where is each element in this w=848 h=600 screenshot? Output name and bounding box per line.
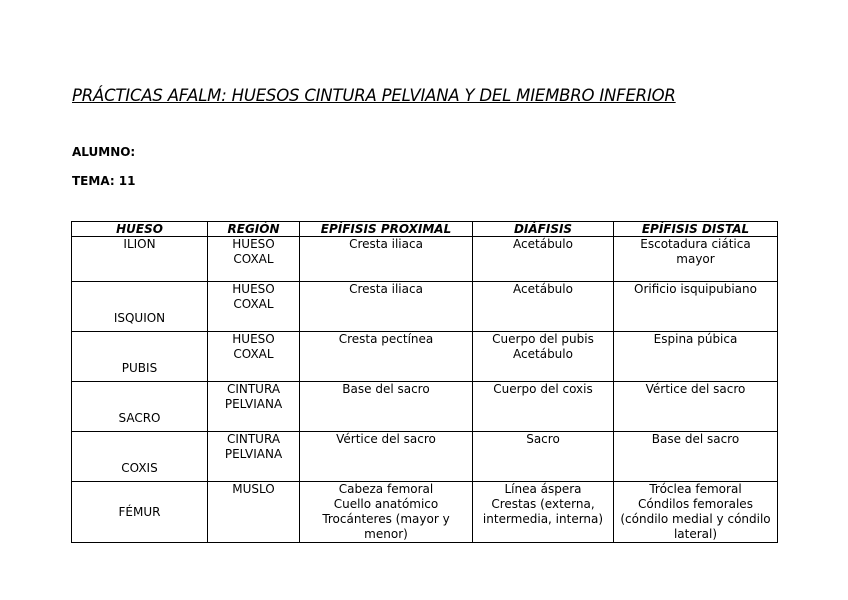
- cell-text-line: (cóndilo medial y cóndilo: [620, 512, 771, 526]
- cell-text-line: Orificio isquipubiano: [634, 282, 757, 296]
- cell-text-line: PELVIANA: [224, 447, 283, 461]
- cell-text-line: Crestas (externa,: [491, 497, 595, 511]
- cell-text-line: Línea áspera: [504, 482, 582, 496]
- proximal-epiphysis-cell: [300, 482, 473, 543]
- bone-name-cell: PUBIS: [72, 332, 208, 382]
- header-hueso: HUESO: [72, 222, 208, 237]
- proximal-epiphysis-cell: [300, 282, 473, 332]
- diaphysis-cell: [473, 237, 614, 282]
- cell-text-line: mayor: [676, 252, 715, 266]
- cell-text-line: intermedia, interna): [482, 512, 604, 526]
- cell-text-line: Sacro: [526, 432, 560, 446]
- diaphysis-cell: [473, 332, 614, 382]
- cell-text-line: Espina púbica: [653, 332, 738, 346]
- cell-text-line: Vértice del sacro: [336, 432, 436, 446]
- table-row: [72, 482, 778, 543]
- distal-epiphysis-cell: [614, 237, 778, 282]
- table-row: [72, 382, 778, 432]
- diaphysis-cell: [473, 382, 614, 432]
- bone-name-cell: FÉMUR: [72, 482, 208, 543]
- bone-name-cell: COXIS: [72, 432, 208, 482]
- cell-text-line: Cresta iliaca: [349, 282, 423, 296]
- distal-epiphysis-cell: [614, 432, 778, 482]
- region-cell: [208, 282, 300, 332]
- cell-text-line: Cuerpo del pubis: [492, 332, 594, 346]
- cell-text-line: HUESO: [232, 332, 275, 346]
- cell-text-line: Escotadura ciática: [640, 237, 751, 251]
- cell-text-line: Acetábulo: [513, 237, 573, 251]
- student-label: ALUMNO:: [72, 145, 136, 159]
- cell-text-line: Tróclea femoral: [649, 482, 742, 496]
- distal-epiphysis-cell: [614, 482, 778, 543]
- cell-text-line: Cresta pectínea: [338, 332, 434, 346]
- topic-label: TEMA: 11: [72, 174, 136, 188]
- distal-epiphysis-cell: [614, 282, 778, 332]
- header-distal-epiphysis: EPÍFISIS DISTAL: [614, 222, 778, 237]
- cell-text-line: CINTURA: [226, 382, 281, 396]
- table-row: [72, 282, 778, 332]
- cell-text-line: CINTURA: [226, 432, 281, 446]
- diaphysis-cell: [473, 482, 614, 543]
- proximal-epiphysis-cell: [300, 237, 473, 282]
- header-diaphysis: DIÁFISIS: [473, 222, 614, 237]
- header-region: REGIÓN: [208, 222, 300, 237]
- cell-text-line: lateral): [673, 527, 718, 541]
- bones-table: [71, 221, 778, 543]
- region-cell: [208, 237, 300, 282]
- cell-text-line: menor): [364, 527, 408, 541]
- cell-text-line: Cóndilos femorales: [638, 497, 753, 511]
- bone-name-cell: SACRO: [72, 382, 208, 432]
- table-row: [72, 332, 778, 382]
- cell-text-line: Acetábulo: [513, 282, 573, 296]
- table-row: [72, 237, 778, 282]
- table-row: [72, 432, 778, 482]
- proximal-epiphysis-cell: [300, 332, 473, 382]
- page-title: PRÁCTICAS AFALM: HUESOS CINTURA PELVIANA Y DEL MIEMBRO INFERIOR: [72, 86, 676, 105]
- diaphysis-cell: [473, 282, 614, 332]
- cell-text-line: COXAL: [233, 297, 274, 311]
- distal-epiphysis-cell: [614, 382, 778, 432]
- distal-epiphysis-cell: [614, 332, 778, 382]
- cell-text-line: Acetábulo: [513, 347, 573, 361]
- region-cell: [208, 432, 300, 482]
- diaphysis-cell: [473, 432, 614, 482]
- cell-text-line: HUESO: [232, 282, 275, 296]
- proximal-epiphysis-cell: [300, 432, 473, 482]
- cell-text-line: Trocánteres (mayor y: [322, 512, 450, 526]
- region-cell: [208, 482, 300, 543]
- header-proximal-epiphysis: EPÍFISIS PROXIMAL: [300, 222, 473, 237]
- proximal-epiphysis-cell: [300, 382, 473, 432]
- cell-text-line: Base del sacro: [651, 432, 740, 446]
- bone-name-cell: ILION: [72, 237, 208, 282]
- cell-text-line: Cabeza femoral: [338, 482, 434, 496]
- table-header-row: [72, 222, 778, 237]
- cell-text-line: Base del sacro: [342, 382, 430, 396]
- cell-text-line: MUSLO: [232, 482, 275, 496]
- cell-text-line: Cuello anatómico: [333, 497, 439, 511]
- cell-text-line: HUESO: [232, 237, 275, 251]
- cell-text-line: COXAL: [233, 347, 274, 361]
- region-cell: [208, 382, 300, 432]
- cell-text-line: Vértice del sacro: [645, 382, 746, 396]
- cell-text-line: Cuerpo del coxis: [493, 382, 593, 396]
- cell-text-line: COXAL: [233, 252, 274, 266]
- bone-name-cell: ISQUION: [72, 282, 208, 332]
- cell-text-line: PELVIANA: [224, 397, 283, 411]
- cell-text-line: Cresta iliaca: [349, 237, 423, 251]
- region-cell: [208, 332, 300, 382]
